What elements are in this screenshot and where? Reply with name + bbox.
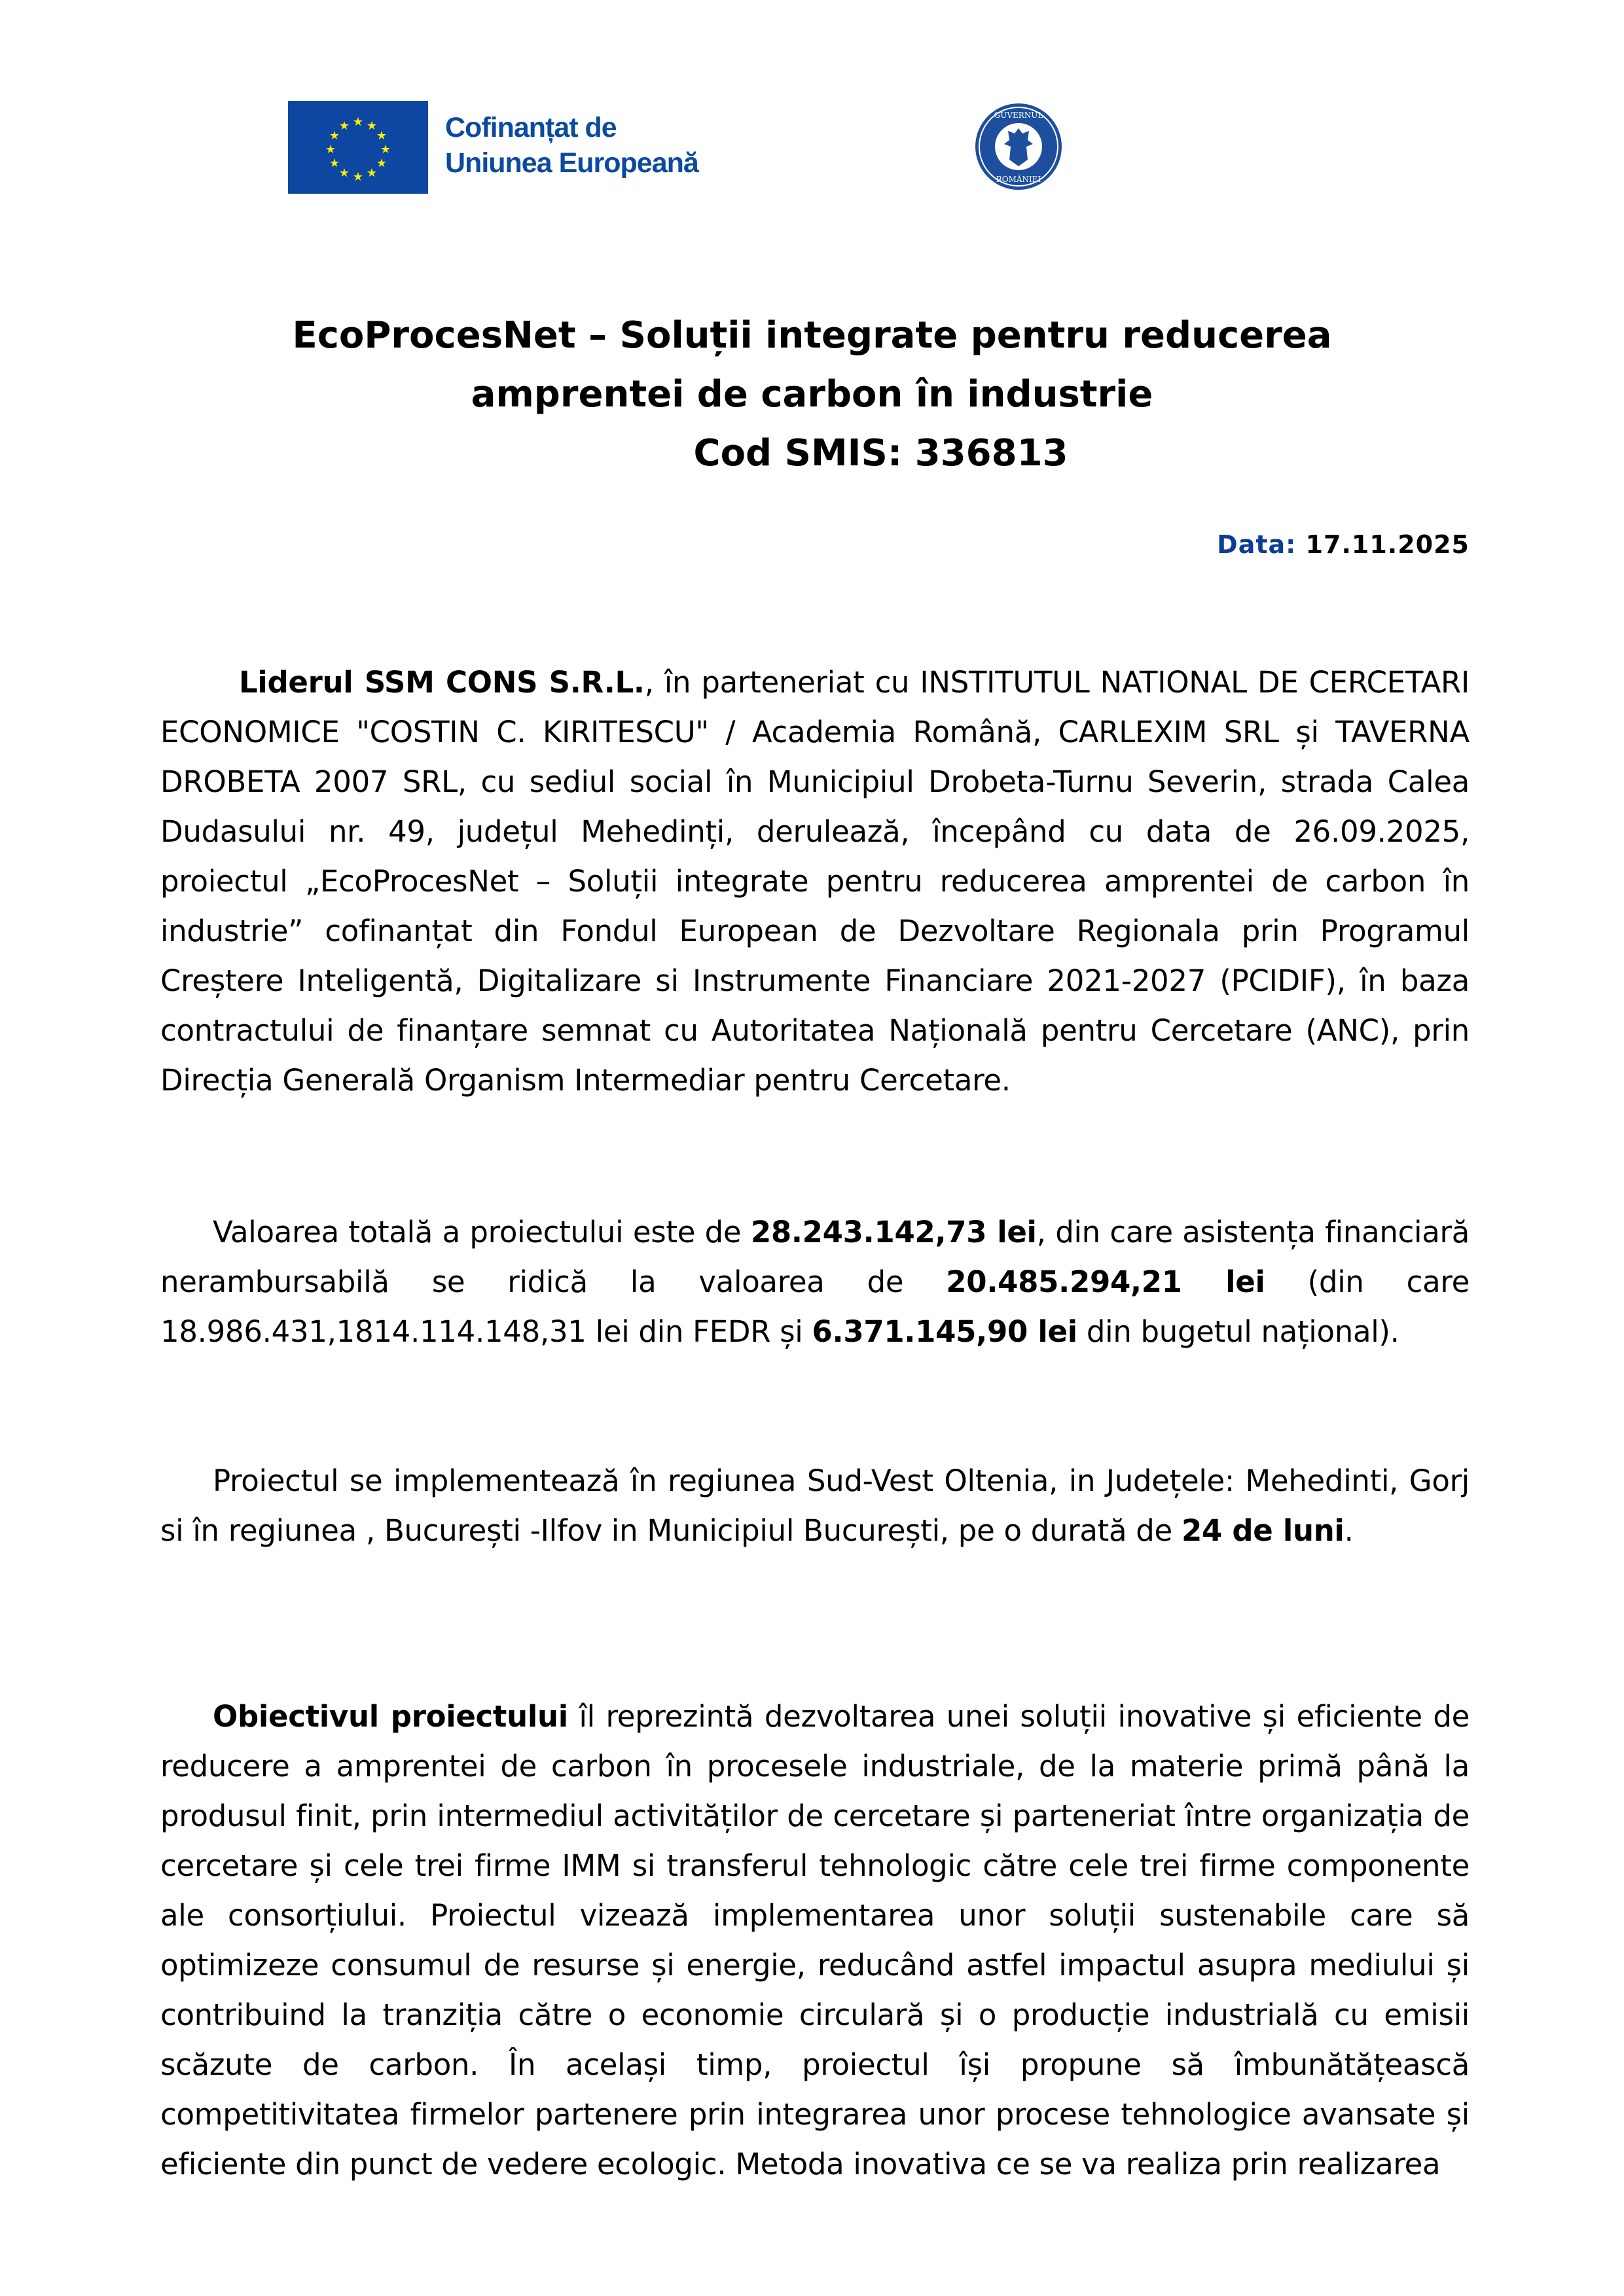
svg-text:★: ★ bbox=[376, 129, 388, 143]
svg-text:GUVERNUL: GUVERNUL bbox=[994, 111, 1043, 120]
svg-text:★: ★ bbox=[325, 143, 336, 156]
region-text: Proiectul se implementează în regiunea Sud-Vest Oltenia, in Județele: Mehedinti, Gorj si în regiunea , București -Ilfov in Municipiul București, pe o durată de bbox=[160, 1463, 1470, 1548]
eu-stars-icon bbox=[288, 101, 428, 194]
total-value: 28.243.142,73 lei bbox=[750, 1215, 1037, 1249]
guvernul-romaniei-seal-icon bbox=[973, 101, 1064, 192]
paragraph-objective bbox=[160, 1692, 1470, 2189]
svg-text:★: ★ bbox=[352, 115, 364, 129]
partners-text: , în parteneriat cu INSTITUTUL NATIONAL DE CERCETARI ECONOMICE "COSTIN C. KIRITESCU" / Academia Română, CARLEXIM SRL și TAVERNA DROBETA 2007 SRL, cu sediul social în Municipiul Drobeta-Turnu Severin, strada Calea Dudasului nr. 49, județul Mehedinți, derulează, începând cu data de 26.09.2025, proiectul „EcoProcesNet – Soluții integrate pentru reducerea amprentei de carbon în industrie” cofinanțat din Fondul European de Dezvoltare Regionala prin Programul Creștere Inteligentă, Digitalizare si Instrumente Financiare 2021-2027 (PCIDIF), în baza contractului de finanțare semnat cu Autoritatea Națională pentru Cercetare (ANC), prin Direcția Generală Organism Intermediar pentru Cercetare. bbox=[160, 665, 1470, 1098]
value-text: din bugetul național). bbox=[1077, 1314, 1399, 1349]
value-text: Valoarea totală a proiectului este de bbox=[213, 1215, 751, 1249]
smis-code: Cod SMIS: 336813 bbox=[693, 432, 1068, 475]
date-value: 17.11.2025 bbox=[1305, 530, 1470, 559]
paragraph-region bbox=[160, 1456, 1470, 1556]
document-title bbox=[0, 306, 1624, 483]
document-date bbox=[1217, 530, 1470, 559]
svg-text:★: ★ bbox=[338, 166, 350, 180]
value-text: (din care 18.986.431,1814.114.148,31 lei din FEDR și bbox=[160, 1265, 1470, 1349]
svg-text:ROMÂNIEI: ROMÂNIEI bbox=[996, 175, 1041, 184]
svg-text:★: ★ bbox=[338, 119, 350, 133]
lead-partner: Liderul SSM CONS S.R.L. bbox=[239, 665, 645, 700]
title-line-2: amprentei de carbon în industrie bbox=[471, 373, 1153, 416]
national-budget-value: 6.371.145,90 lei bbox=[812, 1314, 1077, 1349]
value-text: , din care asistența financiară nerambursabilă se ridică la valoarea de bbox=[160, 1215, 1470, 1299]
title-line-1: EcoProcesNet – Soluții integrate pentru reducerea bbox=[292, 314, 1332, 357]
eu-label-line1: Cofinanțat de bbox=[445, 112, 617, 143]
svg-text:★: ★ bbox=[329, 156, 340, 170]
grant-value: 20.485.294,21 lei bbox=[946, 1265, 1265, 1299]
eu-cofinancing-label bbox=[445, 110, 698, 181]
svg-text:★: ★ bbox=[366, 166, 378, 180]
paragraph-partners bbox=[160, 658, 1470, 1105]
svg-text:★: ★ bbox=[380, 143, 391, 156]
paragraph-value bbox=[160, 1208, 1470, 1357]
svg-text:★: ★ bbox=[329, 129, 340, 143]
svg-text:★: ★ bbox=[352, 170, 364, 184]
svg-text:★: ★ bbox=[376, 156, 388, 170]
objective-heading: Obiectivul proiectului bbox=[213, 1699, 568, 1734]
objective-text: îl reprezintă dezvoltarea unei soluții inovative și eficiente de reducere a amprentei de carbon în procesele industriale, de la materie primă până la produsul finit, prin intermediul activităților de cercetare și parteneriat între organizația de cercetare și cele trei firme IMM si transferul tehnologic către cele trei firme componente ale consorțiului. Proiectul vizează implementarea unor soluții sustenabile care să optimizeze consumul de resurse și energie, reducând astfel impactul asupra mediului și contribuind la tranziția către o economie circulară și o producție industrială cu emisii scăzute de carbon. În același timp, proiectul își propune să îmbunătățească competitivitatea firmelor partenere prin integrarea unor procese tehnologice avansate și eficiente din punct de vedere ecologic. Metoda inovativa ce se va realiza prin realizarea bbox=[160, 1699, 1470, 2181]
region-text: . bbox=[1344, 1513, 1354, 1548]
date-label: Data: bbox=[1217, 530, 1297, 559]
project-duration: 24 de luni bbox=[1181, 1513, 1344, 1548]
eu-flag-icon bbox=[288, 101, 428, 194]
svg-text:★: ★ bbox=[366, 119, 378, 133]
eu-label-line2: Uniunea Europeană bbox=[445, 147, 698, 179]
